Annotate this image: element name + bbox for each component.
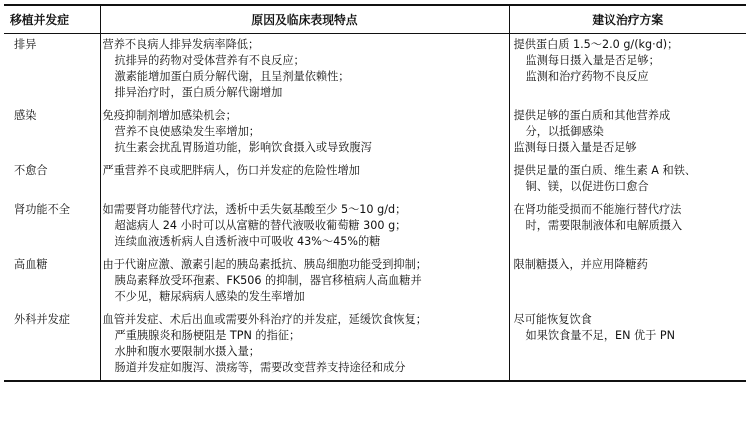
condition-cell: 不愈合: [14, 164, 48, 177]
recommendation-line: 尽可能恢复饮食: [513, 313, 592, 326]
header-condition: 移植并发症: [10, 12, 69, 27]
causes-cell: [100, 160, 509, 199]
cause-line: 抗排异的药物对受体营养有不良反应；: [114, 54, 305, 67]
cause-line: 严重营养不良或肥胖病人，伤口并发症的危险性增加: [102, 164, 360, 177]
recommendation-line: 提供足够的蛋白质和其他营养成: [513, 109, 671, 122]
table-row: [4, 309, 746, 381]
recommendations-cell: [509, 254, 746, 309]
header-recommendations: 建议治疗方案: [509, 5, 746, 34]
cause-line: 营养不良使感染发生率增加；: [114, 125, 260, 138]
transplant-complications-table: [4, 4, 746, 382]
cause-line: 由于代谢应激、激素引起的胰岛素抵抗、胰岛细胞功能受到抑制；: [102, 258, 427, 271]
recommendations-cell: [509, 309, 746, 381]
cause-line: 胰岛素释放受环孢素、FK506 的抑制，器官移植病人高血糖并: [114, 274, 422, 287]
cause-line: 血管并发症、术后出血或需要外科治疗的并发症，延缓饮食恢复；: [102, 313, 427, 326]
condition-cell: 排异: [14, 38, 37, 51]
cause-line: 激素能增加蛋白质分解代谢，且呈剂量依赖性；: [114, 70, 350, 83]
table-row: [4, 199, 746, 254]
document-page: [4, 4, 746, 382]
causes-cell: [100, 105, 509, 160]
table-row: [4, 254, 746, 309]
causes-cell: [100, 34, 509, 106]
header-row: [4, 5, 746, 34]
recommendation-line: 监测每日摄入量是否足够: [513, 141, 637, 154]
recommendations-cell: [509, 160, 746, 199]
table-row: [4, 160, 746, 199]
condition-cell: 感染: [14, 109, 37, 122]
table-row: [4, 105, 746, 160]
recommendations-cell: [509, 34, 746, 106]
recommendation-line: 铜、镁，以促进伤口愈合: [525, 180, 649, 193]
table-header: [4, 5, 746, 34]
recommendation-line: 分，以抵御感染: [525, 125, 604, 138]
recommendations-cell: [509, 105, 746, 160]
cause-line: 如需要肾功能替代疗法，透析中丢失氨基酸至少 5～10 g/d；: [102, 203, 407, 216]
cause-line: 不少见，糖尿病病人感染的发生率增加: [114, 290, 305, 303]
cause-line: 肠道并发症如腹泻、溃疡等，需要改变营养支持途径和成分: [114, 361, 406, 374]
condition-cell: 肾功能不全: [14, 203, 70, 216]
recommendation-line: 如果饮食量不足，EN 优于 PN: [525, 329, 676, 342]
table-body: [4, 34, 746, 382]
cause-line: 抗生素会扰乱胃肠道功能，影响饮食摄入或导致腹泻: [114, 141, 372, 154]
recommendation-line: 提供足量的蛋白质、维生素 A 和铁、: [513, 164, 697, 177]
causes-cell: [100, 199, 509, 254]
cause-line: 营养不良病人排异发病率降低；: [102, 38, 260, 51]
recommendation-line: 时，需要限制液体和电解质摄入: [525, 219, 683, 232]
cause-line: 严重胰腺炎和肠梗阻是 TPN 的指征；: [114, 329, 301, 342]
cause-line: 超滤病人 24 小时可以从富糖的替代液吸收葡萄糖 300 g；: [114, 219, 407, 232]
cause-line: 排异治疗时，蛋白质分解代谢增加: [114, 86, 283, 99]
cause-line: 免疫抑制剂增加感染机会；: [102, 109, 237, 122]
recommendation-line: 监测和治疗药物不良反应: [525, 70, 649, 83]
recommendation-line: 在肾功能受损而不能施行替代疗法: [513, 203, 682, 216]
condition-cell: 高血糖: [14, 258, 48, 271]
recommendations-cell: [509, 199, 746, 254]
causes-cell: [100, 254, 509, 309]
recommendation-line: 提供蛋白质 1.5～2.0 g/(kg·d)；: [513, 38, 679, 51]
recommendation-line: 监测每日摄入量是否足够；: [525, 54, 660, 67]
recommendation-line: 限制糖摄入，并应用降糖药: [513, 258, 648, 271]
cause-line: 水肿和腹水要限制水摄入量；: [114, 345, 260, 358]
causes-cell: [100, 309, 509, 381]
condition-cell: 外科并发症: [14, 313, 70, 326]
cause-line: 连续血液透析病人自透析液中可吸收 43%～45%的糖: [114, 235, 381, 248]
header-causes: 原因及临床表现特点: [100, 5, 509, 34]
table-row: [4, 34, 746, 106]
